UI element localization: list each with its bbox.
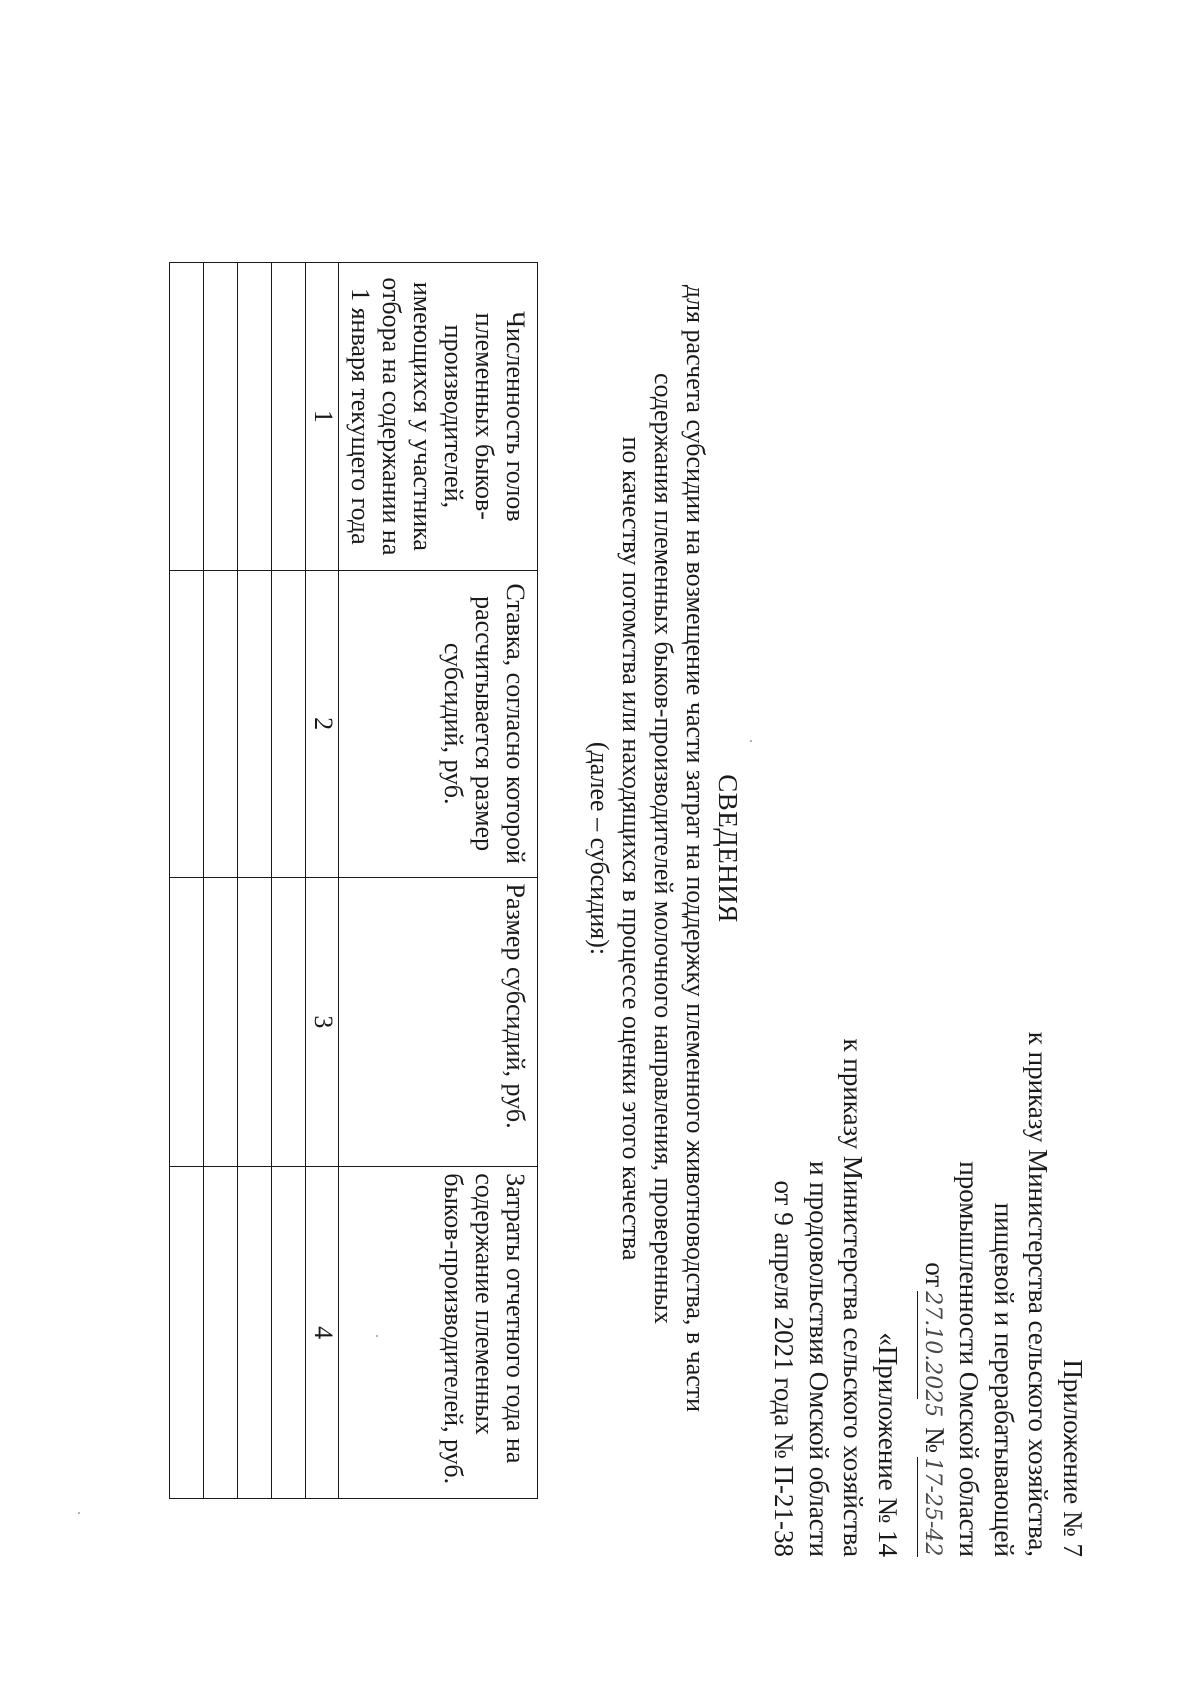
column-number: 4 xyxy=(306,1167,339,1499)
column-number: 3 xyxy=(306,877,339,1167)
from-label: от xyxy=(919,1262,950,1288)
appendix-7-title: Приложение № 7 xyxy=(1058,1359,1088,1557)
table-cell xyxy=(272,877,306,1167)
appendix-7-line: промышленности Омской области xyxy=(954,1161,985,1557)
scan-speck xyxy=(78,1512,80,1514)
document-heading xyxy=(583,250,745,1447)
heading-line: для расчета субсидии на возмещение части затрат на поддержку племенного животноводства, в части xyxy=(681,284,710,1413)
appendix-7-line: пищевой и перерабатывающей xyxy=(988,1202,1019,1557)
document-title: СВЕДЕНИЯ xyxy=(713,774,743,923)
column-number: 1 xyxy=(306,263,339,571)
table-cell xyxy=(272,263,306,571)
header-reporting-year-costs: Затраты отчетного года на содержание племенных быков-производителей, руб. xyxy=(339,1167,538,1499)
table-cell xyxy=(238,1167,272,1499)
table-row xyxy=(238,263,272,1499)
table-row xyxy=(170,263,204,1499)
appendix-14-line: к приказу Министерства сельского хозяйства xyxy=(838,1038,869,1557)
table-cell xyxy=(238,570,272,877)
heading-line: содержания племенных быков-производителей молочного направления, проверенных xyxy=(649,372,678,1325)
number-label: № xyxy=(919,1427,950,1453)
table-header-row xyxy=(339,263,538,1499)
scan-speck xyxy=(376,1335,378,1337)
table-cell xyxy=(204,1167,238,1499)
table-row xyxy=(272,263,306,1499)
table-cell xyxy=(170,1167,204,1499)
appendix-14-line: и продовольствия Омской области xyxy=(803,1160,834,1557)
handwritten-number: 17-25-42 xyxy=(917,1457,946,1557)
column-number-row xyxy=(306,263,339,1499)
table-cell xyxy=(272,570,306,877)
table-cell xyxy=(204,877,238,1167)
table-cell xyxy=(170,570,204,877)
table-cell xyxy=(204,263,238,571)
table-cell xyxy=(238,877,272,1167)
appendix-7-line: к приказу Министерства сельского хозяйства, xyxy=(1023,1031,1054,1557)
appendix-14-line: от 9 апреля 2021 года № П-21-38 xyxy=(769,1180,800,1557)
table-cell xyxy=(170,263,204,571)
appendix-7-header xyxy=(917,657,1090,1557)
appendix-14-title: «Приложение № 14 xyxy=(873,1332,903,1557)
appendix-14-header xyxy=(767,657,905,1557)
handwritten-date: 27.10.2025 xyxy=(917,1291,946,1399)
table-cell xyxy=(204,570,238,877)
header-subsidy-amount: Размер субсидий, руб. xyxy=(339,877,538,1167)
table-cell xyxy=(272,1167,306,1499)
subsidy-data-table xyxy=(169,262,538,1499)
appendix-7-date-line xyxy=(917,657,952,1557)
heading-line: по качеству потомства или находящихся в процессе оценки этого качества xyxy=(617,436,646,1261)
header-bull-count: Численность голов племенных быков-производителей, имеющихся у участника отбора на содержании на 1 января текущего года xyxy=(339,263,538,571)
heading-line: (далее – субсидия): xyxy=(585,741,614,956)
column-number: 2 xyxy=(306,570,339,877)
table-cell xyxy=(238,263,272,571)
header-subsidy-rate: Ставка, согласно которой рассчитывается размер субсидий, руб. xyxy=(339,570,538,877)
scan-speck xyxy=(750,740,752,742)
table-row xyxy=(204,263,238,1499)
table-cell xyxy=(170,877,204,1167)
